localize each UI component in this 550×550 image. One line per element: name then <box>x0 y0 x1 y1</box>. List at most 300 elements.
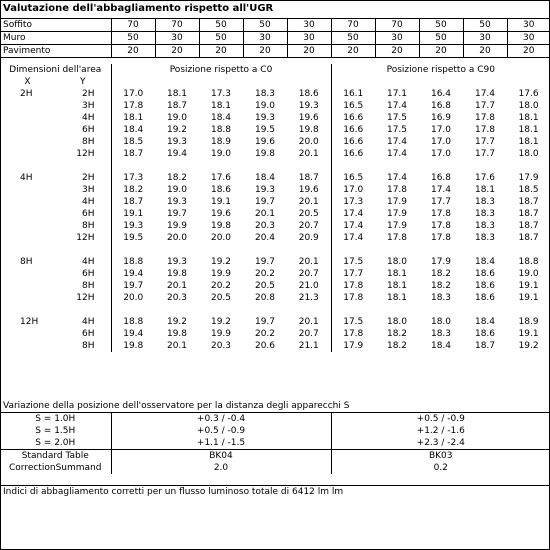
ugr-c0-value: 20.4 <box>254 233 276 243</box>
ugr-c90-value: 17.9 <box>430 257 452 267</box>
ugr-c0-value: 19.3 <box>166 257 188 267</box>
ugr-c90-value: 17.8 <box>331 292 375 304</box>
room-x-value <box>0 220 55 232</box>
ugr-c0-value: 19.7 <box>254 257 276 267</box>
variation-c90: +2.3 / -2.4 <box>331 437 550 450</box>
ugr-row <box>0 196 550 208</box>
ugr-c0-value: 20.0 <box>166 233 188 243</box>
standard-table-label: Standard Table <box>0 450 111 463</box>
room-x-value <box>0 112 55 124</box>
room-y-value: 6H <box>82 329 95 339</box>
room-y-value: 2H <box>82 89 95 99</box>
reflectance-label: Soffito <box>0 19 111 32</box>
ugr-c90-value: 18.1 <box>518 137 539 147</box>
ugr-c0-value: 18.1 <box>166 89 188 99</box>
reflectance-value: 20 <box>287 45 331 58</box>
reflectance-value: 70 <box>375 19 419 32</box>
ugr-c90-value: 18.0 <box>386 317 408 327</box>
room-x-value: 8H <box>20 257 33 267</box>
ugr-c0-value: 18.8 <box>111 316 155 328</box>
reflectance-value: 50 <box>419 19 463 32</box>
ugr-c90-value: 19.1 <box>518 293 539 303</box>
ugr-c90-value: 18.0 <box>430 317 452 327</box>
ugr-c90-value: 18.1 <box>386 293 408 303</box>
room-x-value <box>0 268 55 280</box>
ugr-c90-value: 18.2 <box>430 281 452 291</box>
variation-label: S = 1.5H <box>35 426 76 436</box>
reflectance-value: 70 <box>111 19 155 32</box>
ugr-c0-value: 20.1 <box>254 209 276 219</box>
ugr-c0-value: 18.6 <box>298 89 319 99</box>
ugr-c90-value: 18.6 <box>474 293 496 303</box>
ugr-c0-value: 20.6 <box>254 341 276 351</box>
ugr-c90-value: 17.9 <box>386 221 408 231</box>
ugr-c0-value: 20.0 <box>111 292 155 304</box>
ugr-c0-value: 19.1 <box>111 208 155 220</box>
ugr-c90-value: 19.0 <box>518 269 539 279</box>
ugr-c90-value: 18.1 <box>518 125 539 135</box>
room-y-value: 8H <box>82 221 95 231</box>
group-spacer <box>0 160 550 172</box>
ugr-c90-value: 18.4 <box>474 257 496 267</box>
room-y-value: 2H <box>82 173 95 183</box>
ugr-c0-value: 19.4 <box>111 268 155 280</box>
ugr-c0-value: 19.3 <box>166 137 188 147</box>
ugr-c90-value: 18.3 <box>474 209 496 219</box>
ugr-c0-value: 20.7 <box>298 329 319 339</box>
ugr-c90-value: 18.3 <box>474 233 496 243</box>
ugr-c90-value: 17.7 <box>474 149 496 159</box>
reflectance-value: 20 <box>507 45 550 58</box>
ugr-c0-value: 19.8 <box>298 125 319 135</box>
correction-summand-c0: 2.0 <box>111 462 331 474</box>
room-y-value: 4H <box>82 257 95 267</box>
variation-c0: +1.1 / -1.5 <box>111 437 331 450</box>
room-x-value <box>0 124 55 136</box>
reflectance-value: 50 <box>199 19 243 32</box>
ugr-c0-value: 18.8 <box>111 256 155 268</box>
room-y-value: 12H <box>76 149 95 159</box>
ugr-c90-value: 17.8 <box>474 125 496 135</box>
room-x-value <box>0 100 55 112</box>
reflectance-value: 20 <box>111 45 155 58</box>
ugr-c0-value: 19.2 <box>166 125 188 135</box>
ugr-c90-value: 17.7 <box>474 101 496 111</box>
reflectance-value: 30 <box>463 32 507 45</box>
ugr-c90-value: 18.8 <box>518 257 539 267</box>
room-x-value <box>0 196 55 208</box>
ugr-c90-value: 17.8 <box>331 280 375 292</box>
ugr-c0-value: 18.3 <box>254 89 276 99</box>
ugr-c90-value: 17.9 <box>518 173 539 183</box>
ugr-c90-value: 17.9 <box>331 340 375 352</box>
room-y-value: 6H <box>82 125 95 135</box>
ugr-c0-value: 18.7 <box>111 148 155 160</box>
ugr-c0-value: 19.0 <box>166 185 188 195</box>
room-y-value: 6H <box>82 269 95 279</box>
page-title: Valutazione dell'abbagliamento rispetto all'UGR <box>3 3 274 14</box>
ugr-c90-value: 19.2 <box>518 341 539 351</box>
ugr-c90-value: 17.0 <box>430 125 452 135</box>
ugr-c90-value: 18.3 <box>430 329 452 339</box>
reflectance-value: 20 <box>419 45 463 58</box>
ugr-c90-value: 17.0 <box>430 137 452 147</box>
ugr-c90-value: 16.5 <box>331 100 375 112</box>
ugr-c0-value: 18.7 <box>298 173 319 183</box>
ugr-c90-value: 18.2 <box>386 329 408 339</box>
ugr-c0-value: 20.0 <box>210 233 232 243</box>
ugr-c0-value: 20.2 <box>254 269 276 279</box>
ugr-c90-value: 17.6 <box>474 173 496 183</box>
ugr-c90-value: 17.7 <box>331 268 375 280</box>
reflectance-value: 50 <box>419 32 463 45</box>
reflectance-value: 20 <box>375 45 419 58</box>
reflectance-value: 20 <box>199 45 243 58</box>
ugr-c90-value: 17.8 <box>331 328 375 340</box>
ugr-c90-value: 18.7 <box>518 209 539 219</box>
ugr-c0-value: 18.5 <box>111 136 155 148</box>
ugr-c0-value: 21.3 <box>298 293 319 303</box>
reflectance-value: 30 <box>507 19 550 32</box>
room-y-value: 4H <box>82 197 95 207</box>
ugr-c0-value: 19.8 <box>254 149 276 159</box>
ugr-row <box>0 112 550 124</box>
ugr-c90-value: 17.3 <box>331 196 375 208</box>
ugr-c90-value: 17.5 <box>386 125 408 135</box>
reflectance-value: 30 <box>507 32 550 45</box>
ugr-c0-value: 18.4 <box>254 173 276 183</box>
ugr-c90-value: 18.0 <box>386 257 408 267</box>
ugr-c90-value: 18.0 <box>518 101 539 111</box>
ugr-c90-value: 17.4 <box>331 208 375 220</box>
ugr-c0-value: 19.3 <box>111 220 155 232</box>
ugr-c90-value: 17.5 <box>386 113 408 123</box>
ugr-c0-value: 19.8 <box>166 329 188 339</box>
ugr-c90-value: 18.7 <box>518 197 539 207</box>
variation-c0: +0.3 / -0.4 <box>111 413 331 426</box>
ugr-c0-value: 19.7 <box>111 280 155 292</box>
ugr-c90-value: 17.8 <box>474 113 496 123</box>
ugr-c90-value: 19.1 <box>518 281 539 291</box>
ugr-c90-value: 16.8 <box>430 173 452 183</box>
ugr-c90-value: 18.1 <box>386 269 408 279</box>
reflectance-table <box>0 18 550 58</box>
ugr-c90-value: 18.1 <box>518 113 539 123</box>
group-spacer <box>0 244 550 256</box>
reflectance-label: Pavimento <box>0 45 111 58</box>
ugr-c90-value: 17.7 <box>430 197 452 207</box>
ugr-c0-value: 19.6 <box>298 113 319 123</box>
ugr-c90-value: 18.7 <box>518 233 539 243</box>
variation-c90: +1.2 / -1.6 <box>331 425 550 437</box>
ugr-row <box>0 124 550 136</box>
room-y-value: 8H <box>82 341 95 351</box>
room-x-value <box>0 184 55 196</box>
ugr-c0-value: 18.4 <box>210 113 232 123</box>
ugr-c0-value: 17.3 <box>210 89 232 99</box>
ugr-c0-value: 19.9 <box>210 269 232 279</box>
ugr-c90-value: 17.8 <box>430 221 452 231</box>
room-y-value: 12H <box>76 293 95 303</box>
ugr-c90-value: 17.9 <box>386 209 408 219</box>
reflectance-value: 50 <box>243 19 287 32</box>
ugr-c90-value: 17.8 <box>386 185 408 195</box>
reflectance-value: 30 <box>375 32 419 45</box>
ugr-c0-value: 17.3 <box>111 172 155 184</box>
ugr-c0-value: 20.2 <box>254 329 276 339</box>
variation-label: S = 2.0H <box>35 438 76 448</box>
ugr-row <box>0 136 550 148</box>
ugr-row <box>0 232 550 244</box>
room-x-value <box>0 292 55 304</box>
ugr-c0-value: 19.6 <box>254 137 276 147</box>
ugr-c0-value: 18.4 <box>111 124 155 136</box>
ugr-c0-value: 20.3 <box>166 293 188 303</box>
ugr-c0-value: 19.7 <box>166 209 188 219</box>
ugr-c0-value: 19.5 <box>254 125 276 135</box>
ugr-c0-value: 19.2 <box>210 317 232 327</box>
room-x-value <box>0 136 55 148</box>
reflectance-value: 20 <box>463 45 507 58</box>
footnote: Indici di abbagliamento corretti per un flusso luminoso totale di 6412 lm lm <box>3 487 344 497</box>
reflectance-value: 70 <box>155 19 199 32</box>
ugr-c90-value: 18.7 <box>518 221 539 231</box>
ugr-c90-value: 18.0 <box>518 149 539 159</box>
ugr-row <box>0 148 550 160</box>
room-dimensions-header: Dimensioni dell'area <box>9 65 102 75</box>
ugr-c90-value: 18.3 <box>474 197 496 207</box>
ugr-c90-value: 18.6 <box>474 281 496 291</box>
ugr-c90-value: 18.1 <box>474 185 496 195</box>
ugr-row <box>0 292 550 304</box>
ugr-c0-value: 19.8 <box>166 269 188 279</box>
ugr-c0-value: 21.1 <box>298 341 319 351</box>
ugr-c90-value: 16.6 <box>331 136 375 148</box>
ugr-row <box>0 328 550 340</box>
ugr-c90-value: 18.3 <box>430 293 452 303</box>
ugr-c0-value: 19.2 <box>166 317 188 327</box>
reflectance-value: 30 <box>287 32 331 45</box>
ugr-c0-value: 19.4 <box>111 328 155 340</box>
ugr-c0-value: 18.1 <box>111 112 155 124</box>
ugr-c90-value: 18.9 <box>518 317 539 327</box>
ugr-c0-value: 19.0 <box>254 101 276 111</box>
ugr-c90-value: 17.8 <box>430 233 452 243</box>
c0-header: Posizione rispetto a C0 <box>111 64 331 76</box>
ugr-row <box>0 268 550 280</box>
ugr-c0-value: 19.3 <box>254 113 276 123</box>
ugr-c90-value: 17.5 <box>331 316 375 328</box>
ugr-c90-value: 17.0 <box>430 149 452 159</box>
room-x-value <box>0 340 55 352</box>
ugr-c90-value: 18.6 <box>474 329 496 339</box>
ugr-c90-value: 18.4 <box>474 317 496 327</box>
reflectance-label: Muro <box>0 32 111 45</box>
c90-header: Posizione rispetto a C90 <box>331 64 550 76</box>
ugr-c0-value: 17.8 <box>111 100 155 112</box>
ugr-row <box>0 100 550 112</box>
ugr-c90-value: 18.4 <box>430 341 452 351</box>
room-y-value: 3H <box>82 101 95 111</box>
variation-table <box>0 400 550 474</box>
ugr-c0-value: 20.8 <box>254 293 276 303</box>
ugr-c0-value: 20.1 <box>298 149 319 159</box>
ugr-c0-value: 19.9 <box>210 329 232 339</box>
ugr-c90-value: 17.4 <box>430 185 452 195</box>
reflectance-value: 30 <box>243 32 287 45</box>
ugr-c0-value: 19.0 <box>166 113 188 123</box>
room-y-value: 6H <box>82 209 95 219</box>
ugr-c90-value: 18.6 <box>474 269 496 279</box>
ugr-row <box>0 88 550 100</box>
reflectance-value: 50 <box>331 32 375 45</box>
ugr-c90-value: 18.2 <box>386 341 408 351</box>
correction-summand-label: CorrectionSummand <box>9 463 102 473</box>
ugr-c0-value: 19.7 <box>254 197 276 207</box>
ugr-row <box>0 184 550 196</box>
ugr-c0-value: 20.1 <box>166 341 188 351</box>
ugr-c90-value: 16.5 <box>331 172 375 184</box>
room-x-value <box>0 148 55 160</box>
reflectance-value: 50 <box>463 19 507 32</box>
ugr-c90-value: 17.0 <box>331 184 375 196</box>
variation-c0: +0.5 / -0.9 <box>111 425 331 437</box>
room-y-value: 8H <box>82 137 95 147</box>
room-y-value: 8H <box>82 281 95 291</box>
ugr-c0-value: 18.2 <box>111 184 155 196</box>
reflectance-row <box>0 45 550 58</box>
room-y-value: 4H <box>82 317 95 327</box>
ugr-c0-value: 18.2 <box>166 173 188 183</box>
ugr-c0-value: 21.0 <box>298 281 319 291</box>
ugr-c90-value: 17.5 <box>331 256 375 268</box>
ugr-c0-value: 20.9 <box>298 233 319 243</box>
ugr-row <box>0 256 550 268</box>
room-x-value <box>0 208 55 220</box>
ugr-c90-value: 17.4 <box>474 89 496 99</box>
room-x-value <box>0 328 55 340</box>
x-header: X <box>24 77 31 87</box>
variation-label: S = 1.0H <box>35 414 76 424</box>
ugr-c0-value: 18.1 <box>210 101 232 111</box>
ugr-c0-value: 20.1 <box>298 257 319 267</box>
ugr-c0-value: 18.9 <box>210 137 232 147</box>
ugr-c0-value: 18.7 <box>111 196 155 208</box>
ugr-c0-value: 17.0 <box>111 88 155 100</box>
ugr-c90-value: 17.4 <box>331 220 375 232</box>
ugr-c0-value: 19.8 <box>210 221 232 231</box>
room-x-value <box>0 232 55 244</box>
ugr-c90-value: 17.4 <box>386 101 408 111</box>
reflectance-value: 50 <box>111 32 155 45</box>
reflectance-row <box>0 19 550 32</box>
ugr-c0-value: 19.7 <box>254 317 276 327</box>
ugr-c0-value: 20.2 <box>210 281 232 291</box>
ugr-c0-value: 20.5 <box>298 209 319 219</box>
ugr-row <box>0 220 550 232</box>
ugr-c0-value: 19.3 <box>298 101 319 111</box>
ugr-c90-value: 16.9 <box>430 113 452 123</box>
ugr-row <box>0 172 550 184</box>
room-x-value: 4H <box>20 173 33 183</box>
ugr-c90-value: 16.6 <box>331 112 375 124</box>
ugr-c90-value: 17.8 <box>386 233 408 243</box>
room-y-value: 4H <box>82 113 95 123</box>
ugr-row <box>0 280 550 292</box>
ugr-c90-value: 17.1 <box>386 89 408 99</box>
ugr-row <box>0 316 550 328</box>
ugr-c0-value: 19.0 <box>210 149 232 159</box>
standard-table-c0: BK04 <box>111 450 331 463</box>
reflectance-value: 20 <box>331 45 375 58</box>
reflectance-row <box>0 32 550 45</box>
ugr-c0-value: 19.5 <box>111 232 155 244</box>
ugr-c90-value: 17.8 <box>430 209 452 219</box>
ugr-c0-value: 18.6 <box>210 185 232 195</box>
y-header: Y <box>80 77 86 87</box>
room-x-value: 2H <box>20 89 33 99</box>
ugr-c0-value: 19.8 <box>111 340 155 352</box>
ugr-c0-value: 20.5 <box>210 293 232 303</box>
ugr-c90-value: 18.2 <box>430 269 452 279</box>
ugr-c0-value: 20.1 <box>298 197 319 207</box>
reflectance-value: 20 <box>243 45 287 58</box>
ugr-c0-value: 17.6 <box>210 173 232 183</box>
ugr-c90-value: 17.4 <box>331 232 375 244</box>
room-y-value: 12H <box>76 233 95 243</box>
ugr-c0-value: 19.1 <box>210 197 232 207</box>
ugr-c90-value: 17.7 <box>474 137 496 147</box>
ugr-c0-value: 20.3 <box>210 341 232 351</box>
ugr-c90-value: 16.6 <box>331 124 375 136</box>
ugr-c90-value: 17.6 <box>518 89 539 99</box>
ugr-c90-value: 19.1 <box>518 329 539 339</box>
ugr-c90-value: 16.1 <box>331 88 375 100</box>
ugr-c0-value: 20.5 <box>254 281 276 291</box>
ugr-c0-value: 19.4 <box>166 149 188 159</box>
ugr-c90-value: 17.4 <box>386 137 408 147</box>
ugr-c90-value: 16.4 <box>430 89 452 99</box>
ugr-c0-value: 19.2 <box>210 257 232 267</box>
reflectance-value: 30 <box>155 32 199 45</box>
ugr-c0-value: 18.7 <box>166 101 188 111</box>
ugr-c90-value: 18.3 <box>474 221 496 231</box>
group-spacer <box>0 304 550 316</box>
ugr-c0-value: 20.0 <box>298 137 319 147</box>
ugr-c90-value: 18.1 <box>386 281 408 291</box>
ugr-c0-value: 20.1 <box>298 317 319 327</box>
standard-table-c90: BK03 <box>331 450 550 463</box>
ugr-c0-value: 19.6 <box>298 185 319 195</box>
reflectance-value: 30 <box>287 19 331 32</box>
variation-caption: Variazione della posizione dell'osservatore per la distanza degli apparecchi S <box>0 400 550 413</box>
variation-c90: +0.5 / -0.9 <box>331 413 550 426</box>
ugr-c90-value: 18.5 <box>518 185 539 195</box>
reflectance-value: 20 <box>155 45 199 58</box>
ugr-c90-value: 16.8 <box>430 101 452 111</box>
ugr-c0-value: 20.1 <box>166 281 188 291</box>
ugr-row <box>0 208 550 220</box>
correction-summand-c90: 0.2 <box>331 462 550 474</box>
ugr-c0-value: 20.3 <box>254 221 276 231</box>
ugr-c0-value: 19.3 <box>254 185 276 195</box>
ugr-row <box>0 340 550 352</box>
room-x-value <box>0 280 55 292</box>
ugr-c0-value: 19.6 <box>210 209 232 219</box>
ugr-c90-value: 17.4 <box>386 149 408 159</box>
ugr-c90-value: 18.7 <box>474 341 496 351</box>
ugr-c90-value: 16.6 <box>331 148 375 160</box>
